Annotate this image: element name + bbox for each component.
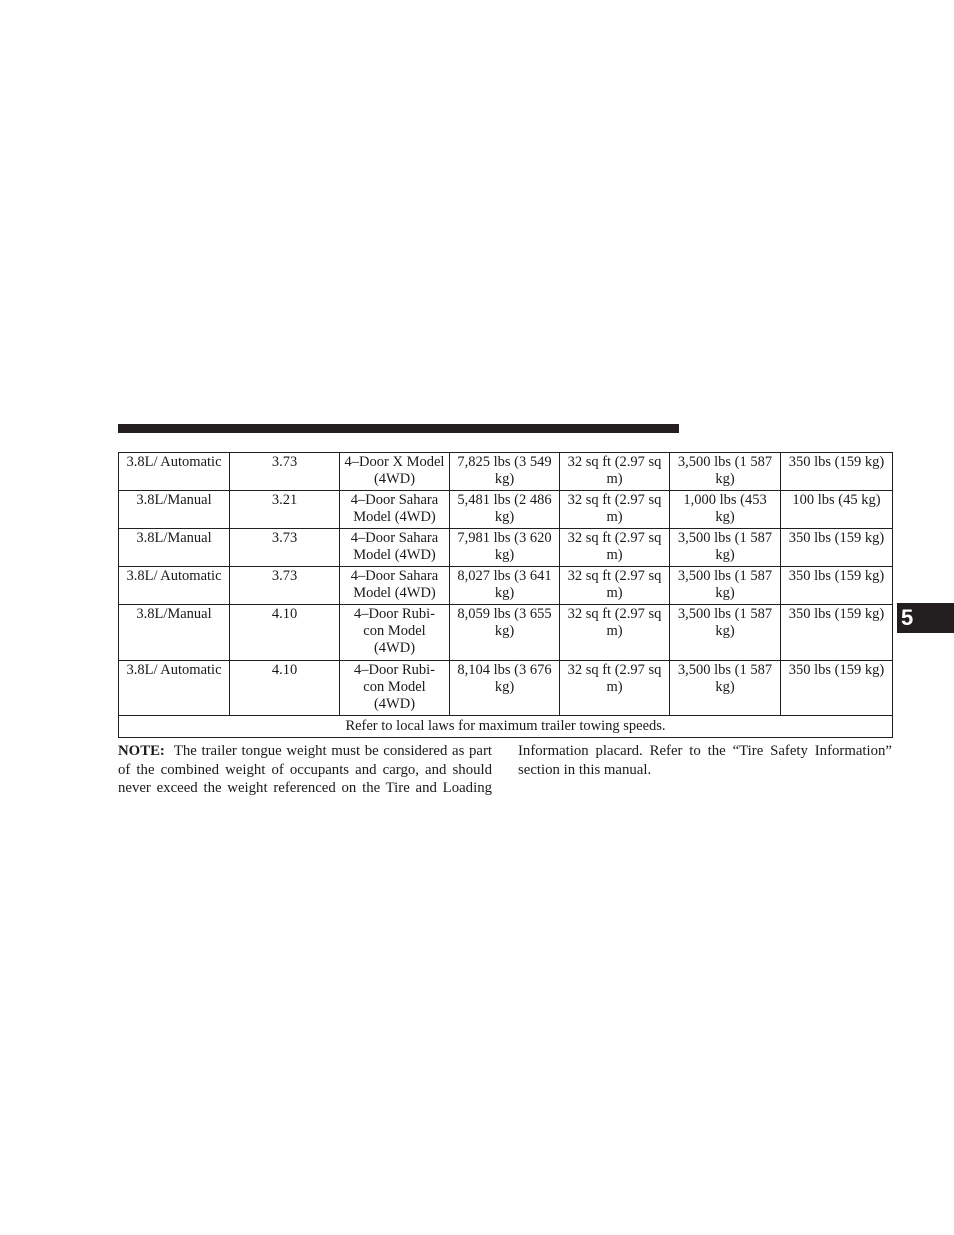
max-gtw-cell: 1,000 lbs (453 kg) [670,491,781,529]
model-cell: 4–Door Sahara Model (4WD) [340,529,450,567]
table-row [119,453,893,491]
engine-transmission-cell: 3.8L/ Automatic [119,661,230,716]
model-cell: 4–Door X Model (4WD) [340,453,450,491]
gcwr-cell: 8,059 lbs (3 655 kg) [450,605,560,661]
frontal-area-cell: 32 sq ft (2.97 sq m) [560,567,670,605]
max-tongue-weight-cell: 350 lbs (159 kg) [781,529,893,567]
table-row [119,661,893,716]
model-cell: 4–Door Sahara Model (4WD) [340,491,450,529]
engine-transmission-cell: 3.8L/Manual [119,605,230,661]
table-row [119,567,893,605]
engine-transmission-cell: 3.8L/ Automatic [119,567,230,605]
max-tongue-weight-cell: 350 lbs (159 kg) [781,605,893,661]
model-cell: 4–Door Rubi- con Model (4WD) [340,661,450,716]
max-tongue-weight-cell: 350 lbs (159 kg) [781,453,893,491]
table-footer-row [119,716,893,738]
table-row [119,605,893,661]
frontal-area-cell: 32 sq ft (2.97 sq m) [560,529,670,567]
frontal-area-cell: 32 sq ft (2.97 sq m) [560,491,670,529]
max-gtw-cell: 3,500 lbs (1 587 kg) [670,529,781,567]
engine-transmission-cell: 3.8L/Manual [119,491,230,529]
max-gtw-cell: 3,500 lbs (1 587 kg) [670,453,781,491]
axle-ratio-cell: 4.10 [230,661,340,716]
max-gtw-cell: 3,500 lbs (1 587 kg) [670,661,781,716]
note-paragraph [118,742,892,798]
max-tongue-weight-cell: 350 lbs (159 kg) [781,661,893,716]
gcwr-cell: 7,981 lbs (3 620 kg) [450,529,560,567]
trailer-towing-table [118,452,893,738]
max-gtw-cell: 3,500 lbs (1 587 kg) [670,605,781,661]
gcwr-cell: 7,825 lbs (3 549 kg) [450,453,560,491]
frontal-area-cell: 32 sq ft (2.97 sq m) [560,661,670,716]
chapter-tab: 5 [897,603,954,633]
gcwr-cell: 5,481 lbs (2 486 kg) [450,491,560,529]
gcwr-cell: 8,027 lbs (3 641 kg) [450,567,560,605]
axle-ratio-cell: 3.73 [230,529,340,567]
max-tongue-weight-cell: 350 lbs (159 kg) [781,567,893,605]
axle-ratio-cell: 3.21 [230,491,340,529]
note-label: NOTE: [118,743,165,759]
engine-transmission-cell: 3.8L/ Automatic [119,453,230,491]
table-row [119,529,893,567]
axle-ratio-cell: 3.73 [230,567,340,605]
axle-ratio-cell: 3.73 [230,453,340,491]
engine-transmission-cell: 3.8L/Manual [119,529,230,567]
note-text: The trailer tongue weight must be considered as part of the combined weight of occupants and cargo, and should never exceed the weight referenced on the Tire and Loading Information placard. Refer to the “Tire Safety Information” section in this manual. [118,743,892,797]
section-rule [118,424,679,433]
model-cell: 4–Door Sahara Model (4WD) [340,567,450,605]
frontal-area-cell: 32 sq ft (2.97 sq m) [560,605,670,661]
axle-ratio-cell: 4.10 [230,605,340,661]
frontal-area-cell: 32 sq ft (2.97 sq m) [560,453,670,491]
gcwr-cell: 8,104 lbs (3 676 kg) [450,661,560,716]
model-cell: 4–Door Rubi- con Model (4WD) [340,605,450,661]
towing-speed-note: Refer to local laws for maximum trailer towing speeds. [119,716,893,738]
table-row [119,491,893,529]
max-gtw-cell: 3,500 lbs (1 587 kg) [670,567,781,605]
max-tongue-weight-cell: 100 lbs (45 kg) [781,491,893,529]
